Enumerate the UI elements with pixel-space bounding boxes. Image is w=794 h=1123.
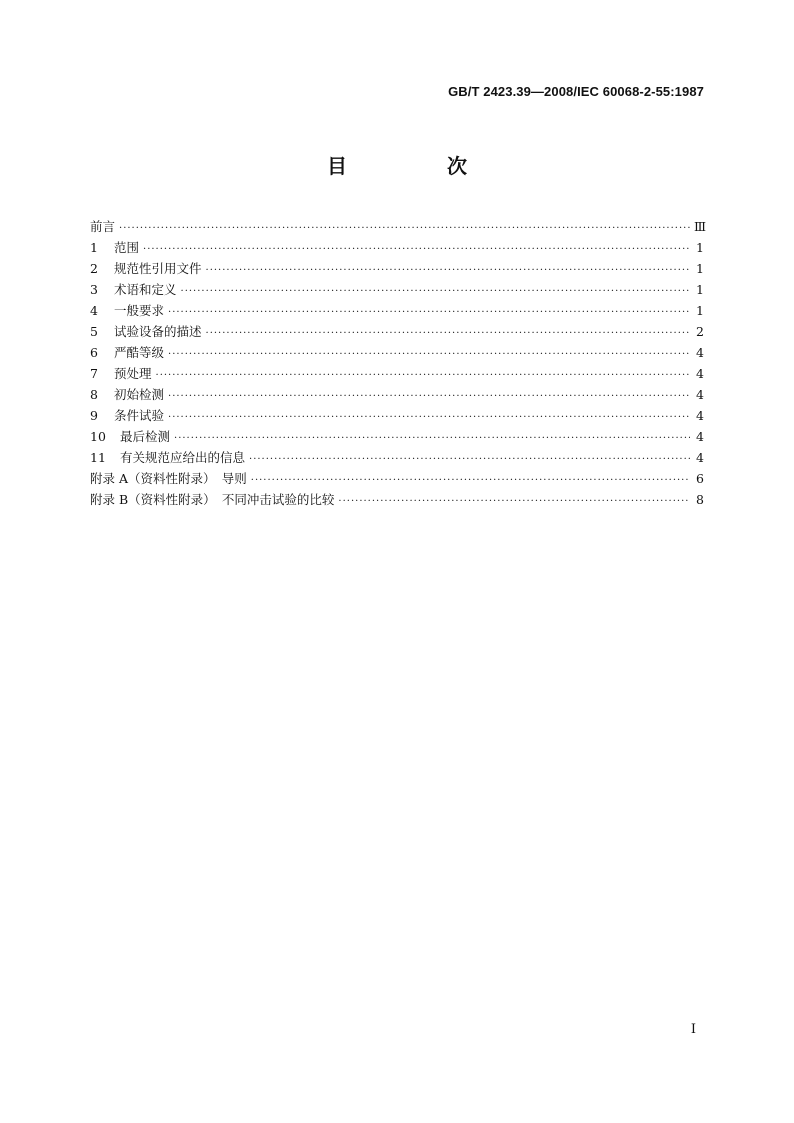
- toc-entry-page: 4: [696, 408, 704, 423]
- toc-entry-text: 严酷等级: [114, 345, 165, 360]
- toc-entry-number: 1: [90, 240, 98, 255]
- toc-entry-page: 2: [696, 324, 704, 339]
- toc-entry-page: 4: [696, 429, 704, 444]
- toc-entry-5[interactable]: [90, 321, 704, 342]
- toc-title: 目 次: [327, 154, 507, 178]
- toc-entry-text: 附录 A（资料性附录） 导则: [90, 471, 247, 486]
- toc-leader-dots: [338, 491, 690, 512]
- toc-entry-number: 8: [90, 387, 98, 402]
- toc-entry-text: 初始检测: [114, 387, 165, 402]
- toc-entry-appendix-b[interactable]: [90, 489, 704, 510]
- toc-leader-dots: [143, 239, 690, 260]
- toc-entry-text: 范围: [114, 240, 140, 255]
- toc-entry-text: 最后检测: [120, 429, 171, 444]
- toc-entry-number: 3: [90, 282, 98, 297]
- toc-leader-dots: [168, 407, 690, 428]
- toc-entry-4[interactable]: [90, 300, 704, 321]
- toc-entry-text: 试验设备的描述: [114, 324, 202, 339]
- toc-leader-dots: [156, 365, 690, 386]
- toc-leader-dots: [168, 344, 690, 365]
- toc-entry-10[interactable]: [90, 426, 704, 447]
- toc-entry-2[interactable]: [90, 258, 704, 279]
- toc-leader-dots: [251, 470, 690, 491]
- toc-leader-dots: [206, 260, 690, 281]
- toc-entry-text: 附录 B（资料性附录） 不同冲击试验的比较: [90, 492, 335, 507]
- toc-entry-text: 术语和定义: [114, 282, 177, 297]
- toc-entry-foreword[interactable]: [90, 216, 707, 237]
- toc-entry-page: 6: [696, 471, 704, 486]
- toc-entry-page: 1: [696, 240, 704, 255]
- toc-entry-number: 2: [90, 261, 98, 276]
- toc-entry-page: 1: [696, 282, 704, 297]
- toc-entry-appendix-a[interactable]: [90, 468, 704, 489]
- toc-entry-page: 4: [696, 366, 704, 381]
- toc-entry-page: 4: [696, 345, 704, 360]
- toc-entry-number: 5: [90, 324, 98, 339]
- toc-entry-number: 11: [90, 450, 106, 465]
- toc-leader-dots: [249, 449, 690, 470]
- toc-leader-dots: [174, 428, 690, 449]
- toc-leader-dots: [168, 302, 690, 323]
- standard-code-header: GB/T 2423.39—2008/IEC 60068-2-55:1987: [448, 84, 704, 99]
- toc-entry-text: 一般要求: [114, 303, 165, 318]
- toc-leader-dots: [206, 323, 690, 344]
- toc-entry-number: 7: [90, 366, 98, 381]
- toc-entry-11[interactable]: [90, 447, 704, 468]
- toc-entry-page: 1: [696, 303, 704, 318]
- toc-entry-8[interactable]: [90, 384, 704, 405]
- table-of-contents: [90, 216, 707, 510]
- toc-entry-3[interactable]: [90, 279, 704, 300]
- toc-entry-1[interactable]: [90, 237, 704, 258]
- toc-entry-number: 9: [90, 408, 98, 423]
- toc-entry-text: 前言: [90, 219, 116, 234]
- toc-leader-dots: [119, 218, 690, 239]
- toc-entry-page: 1: [696, 261, 704, 276]
- toc-entry-number: 10: [90, 429, 106, 444]
- toc-entry-text: 规范性引用文件: [114, 261, 202, 276]
- page-number: I: [690, 1022, 696, 1037]
- toc-entry-9[interactable]: [90, 405, 704, 426]
- toc-entry-page: 8: [696, 492, 704, 507]
- toc-entry-number: 4: [90, 303, 98, 318]
- toc-entry-7[interactable]: [90, 363, 704, 384]
- toc-entry-page: 4: [696, 387, 704, 402]
- toc-leader-dots: [168, 386, 690, 407]
- toc-entry-page: Ⅲ: [694, 219, 707, 234]
- toc-entry-page: 4: [696, 450, 704, 465]
- toc-entry-6[interactable]: [90, 342, 704, 363]
- toc-entry-text: 条件试验: [114, 408, 165, 423]
- toc-entry-text: 预处理: [114, 366, 152, 381]
- toc-entry-text: 有关规范应给出的信息: [120, 450, 246, 465]
- toc-leader-dots: [181, 281, 690, 302]
- toc-entry-number: 6: [90, 345, 98, 360]
